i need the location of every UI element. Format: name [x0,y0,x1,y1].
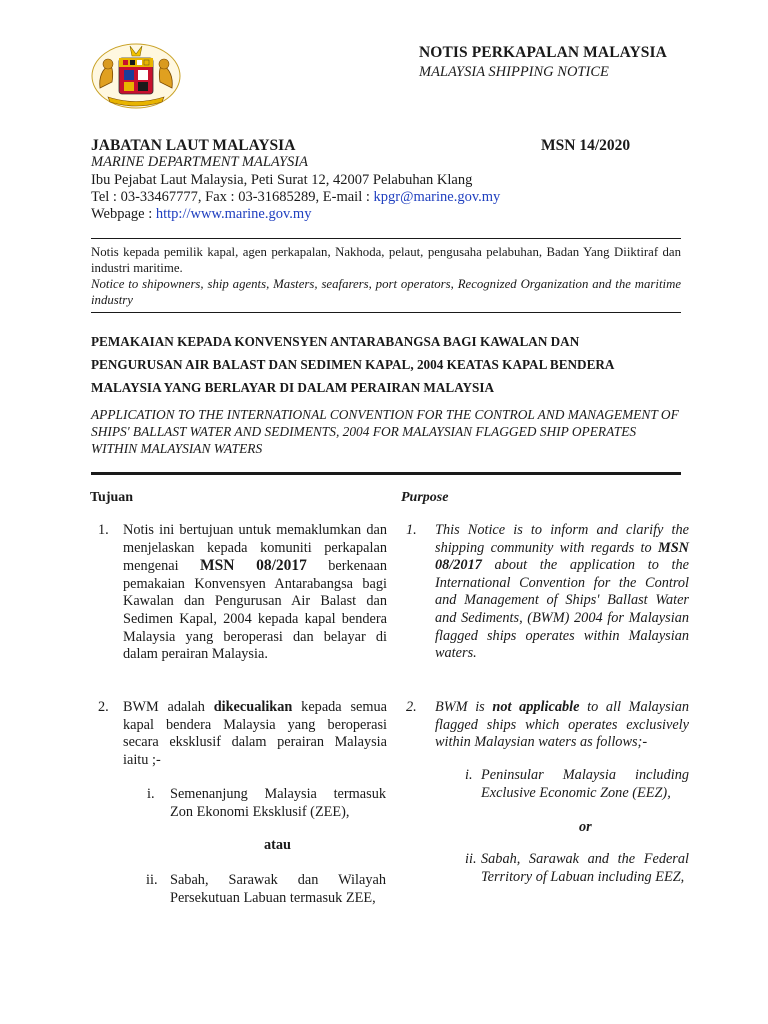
contact-line [91,189,500,206]
coat-of-arms-logo [90,42,182,110]
webpage-label: Webpage : [91,206,156,222]
para2-number-english: 2. [406,699,417,715]
title-malay-line-2: PENGURUSAN AIR BALAST DAN SEDIMEN KAPAL, 2004 KEATAS KAPAL BENDERA [91,357,615,372]
webpage-link[interactable]: http://www.marine.gov.my [155,206,312,222]
para1-english-msn-ref: MSN 08/2017 [435,539,689,574]
title-malay-line-3: MALAYSIA YANG BERLAYAR DI DALAM PERAIRAN MALAYSIA [91,380,495,395]
para1-number-malay: 1. [98,522,109,538]
notice-series-title: NOTIS PERKAPALAN MALAYSIA [419,44,667,61]
para2-malay-bold: dikecualikan [213,699,293,715]
para1-malay-text-b: berkenaan pemakaian Konvensyen Antarabangsa bagi Kawalan dan Pengurusan Air Balast dan Sedimen Kapal, 2004 kepada kapal bendera Malaysia yang beroperasi dan belayar di dalam perairan Malaysia. [123,558,388,663]
header-divider [91,238,681,239]
title-divider [91,472,681,475]
title-malay-line-1: PEMAKAIAN KEPADA KONVENSYEN ANTARABANGSA BAGI KAWALAN DAN [91,334,580,349]
notice-audience-english: Notice to shipowners, ship agents, Masters, seafarers, port operators, Recognized Organization and the maritime industry [91,277,681,308]
para2-english-text-a: BWM is [435,699,493,715]
para1-english [435,522,689,663]
para1-malay-text-a: Notis ini bertujuan untuk memaklumkan dan menjelaskan kepada komuniti perkapalan mengenai [123,522,387,575]
department-name-english: MARINE DEPARTMENT MALAYSIA [91,154,308,170]
para2-malay [123,699,387,769]
item-i-malay: Semenanjung Malaysia termasuk Zon Ekonomi Eksklusif (ZEE), [170,786,386,820]
document-title-english: APPLICATION TO THE INTERNATIONAL CONVENTION FOR THE CONTROL AND MANAGEMENT OF SHIPS' BALLAST WATER AND SEDIMENTS, 2004 FOR MALAYSIAN FLAGGED SHIP OPERATES WITHIN MALAYSIAN WATERS [91,407,679,456]
para1-malay-msn-ref: MSN 08/2017 [199,557,307,575]
para1-english-text-a: This Notice is to inform and clarify the shipping community with regards to [435,522,689,556]
para2-english-text-b: to all Malaysian flagged ships which operates exclusively within Malaysian waters as follows;- [435,699,689,751]
para2-malay-text-a: BWM adalah [123,699,214,715]
or-malay: atau [264,837,292,853]
para1-malay [123,522,387,664]
contact-details: Tel : 03-33467777, Fax : 03-31685289, E-mail : [91,189,374,205]
item-ii-english: Sabah, Sarawak and the Federal Territory of Labuan including EEZ, [481,851,689,885]
item-ii-number-malay: ii. [146,872,158,888]
notice-audience-malay: Notis kepada pemilik kapal, agen perkapalan, Nakhoda, pelaut, pengusaha pelabuhan, Badan Yang Diiktiraf dan industri maritime. [91,245,681,276]
department-name: JABATAN LAUT MALAYSIA [91,137,296,154]
item-i-number-english: i. [465,767,473,783]
heading-tujuan: Tujuan [90,490,134,505]
email-link[interactable]: kpgr@marine.gov.my [373,189,501,205]
item-i-number-malay: i. [147,786,155,802]
para1-english-text-b: about the application to the International Convention for the Control and Management of Ships' Ballast Water and Sediments, (BWM) 2004 for Malaysian flagged ships operates within Malaysian waters. [435,557,689,662]
document-title-malay [91,330,681,399]
or-english: or [579,819,592,835]
item-i-english: Peninsular Malaysia including Exclusive Economic Zone (EEZ), [481,767,689,801]
department-address: Ibu Pejabat Laut Malaysia, Peti Surat 12, 42007 Pelabuhan Klang [91,172,473,188]
webpage-line [91,206,311,223]
para2-english [435,699,689,752]
audience-divider [91,312,681,313]
para2-english-bold: not applicable [492,699,580,715]
para2-number-malay: 2. [98,699,109,715]
item-ii-number-english: ii. [465,851,477,867]
msn-number: MSN 14/2020 [541,137,631,154]
para1-number-english: 1. [406,522,417,538]
heading-purpose: Purpose [401,490,449,505]
notice-series-subtitle: MALAYSIA SHIPPING NOTICE [419,64,609,80]
para2-malay-text-b: kepada semua kapal bendera Malaysia yang beroperasi secara eksklusif dalam perairan Malaysia iaitu ;- [123,699,387,768]
item-ii-malay: Sabah, Sarawak dan Wilayah Persekutuan Labuan termasuk ZEE, [170,872,386,906]
